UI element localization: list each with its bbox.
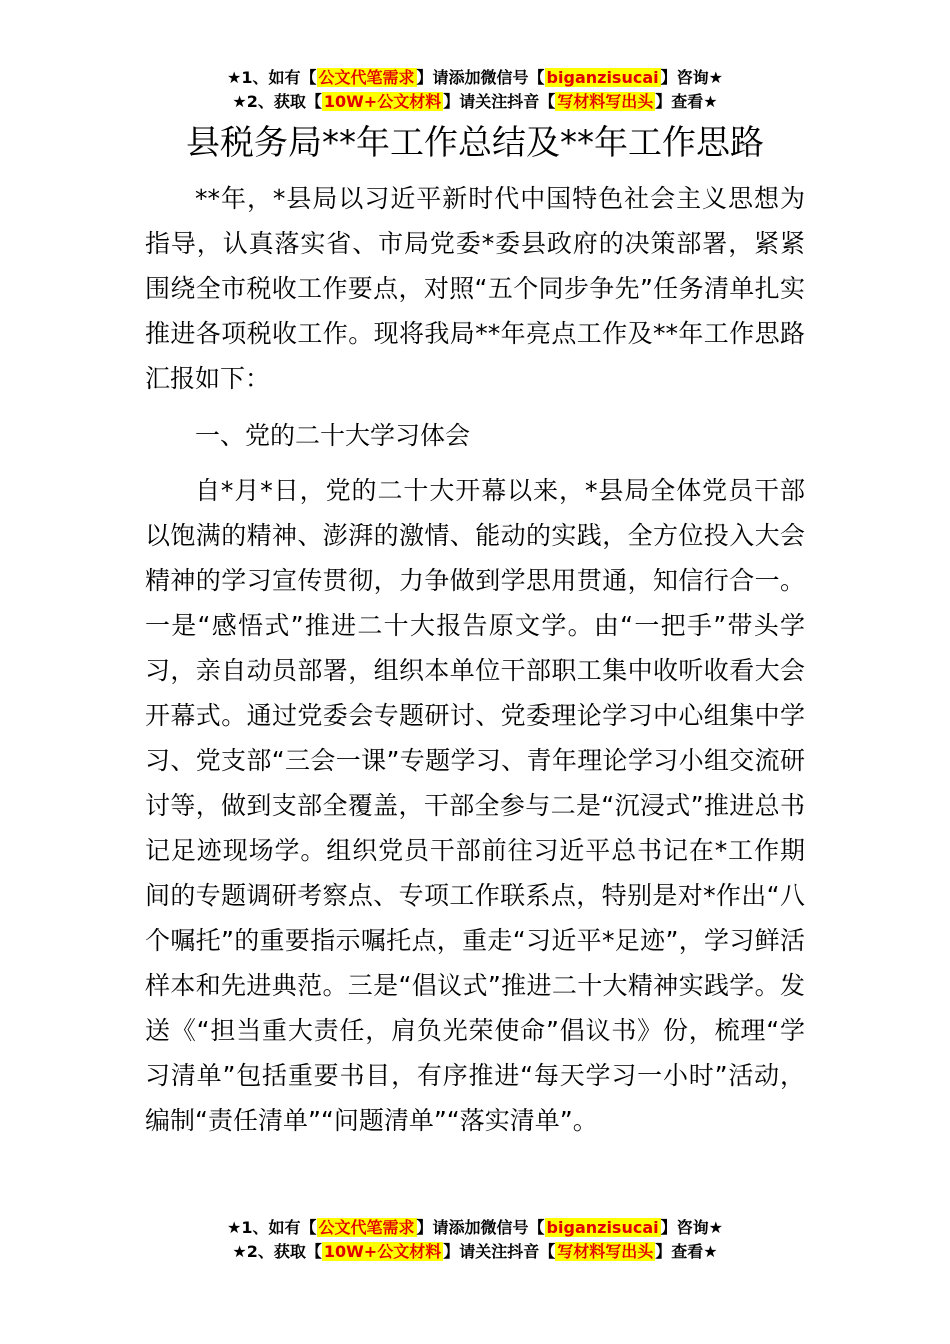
document-title: 县税务局**年工作总结及**年工作思路 (186, 123, 764, 163)
banner-line-1: ★1、如有【 公文代笔需求 】请添加微信号【 biganzisucai 】咨询★ (227, 68, 723, 87)
highlight-service: 公文代笔需求 (318, 1218, 415, 1237)
banner-line-2: ★2、获取【 10W+公文材料 】请关注抖音【 写材料写出头 】查看★ (232, 92, 718, 111)
highlight-materials: 10W+公文材料 (323, 1242, 442, 1261)
highlight-service: 公文代笔需求 (318, 68, 415, 87)
highlight-douyin-account: 写材料写出头 (557, 92, 654, 111)
banner-line-1: ★1、如有【 公文代笔需求 】请添加微信号【 biganzisucai 】咨询★ (227, 1218, 723, 1237)
highlight-materials: 10W+公文材料 (323, 92, 442, 111)
section-paragraph: 自*月*日，党的二十大开幕以来，*县局全体党员干部以饱满的精神、澎湃的激情、能动的实践，全方位投入大会精神的学习宣传贯彻，力争做到学思用贯通，知信行合一。一是“感悟式”推进二十大报告原文学。由“一把手”带头学习，亲自动员部署，组织本单位干部职工集中收听收看大会开幕式。通过党委会专题研讨、党委理论学习中心组集中学习、党支部“三会一课”专题学习、青年理论学习小组交流研讨等，做到支部全覆盖，干部全参与二是“沉浸式”推进总书记足迹现场学。组织党员干部前往习近平总书记在*工作期间的专题调研考察点、专项工作联系点，特别是对*作出“八个嘱托”的重要指示嘱托点，重走“习近平*足迹”，学习鲜活样本和先进典范。三是“倡议式”推进二十大精神实践学。发送《“担当重大责任，肩负光荣使命”倡议书》份，梳理“学习清单”包括重要书目，有序推进“每天学习一小时”活动，编制“责任清单”“问题清单”“落实清单”。 (145, 476, 805, 1135)
intro-paragraph: **年，*县局以习近平新时代中国特色社会主义思想为指导，认真落实省、市局党委*委县政府的决策部署，紧紧围绕全市税收工作要点，对照“五个同步争先”任务清单扎实推进各项税收工作。现将我局**年亮点工作及**年工作思路汇报如下： (145, 184, 805, 393)
document-body (145, 176, 805, 1143)
banner-line-2: ★2、获取【 10W+公文材料 】请关注抖音【 写材料写出头 】查看★ (232, 1242, 718, 1261)
highlight-douyin-account: 写材料写出头 (557, 1242, 654, 1261)
section-heading: 一、党的二十大学习体会 (195, 421, 471, 450)
footer-banner (0, 1216, 950, 1264)
highlight-wechat-id: biganzisucai (546, 1218, 659, 1237)
header-banner (0, 66, 950, 114)
highlight-wechat-id: biganzisucai (546, 68, 659, 87)
